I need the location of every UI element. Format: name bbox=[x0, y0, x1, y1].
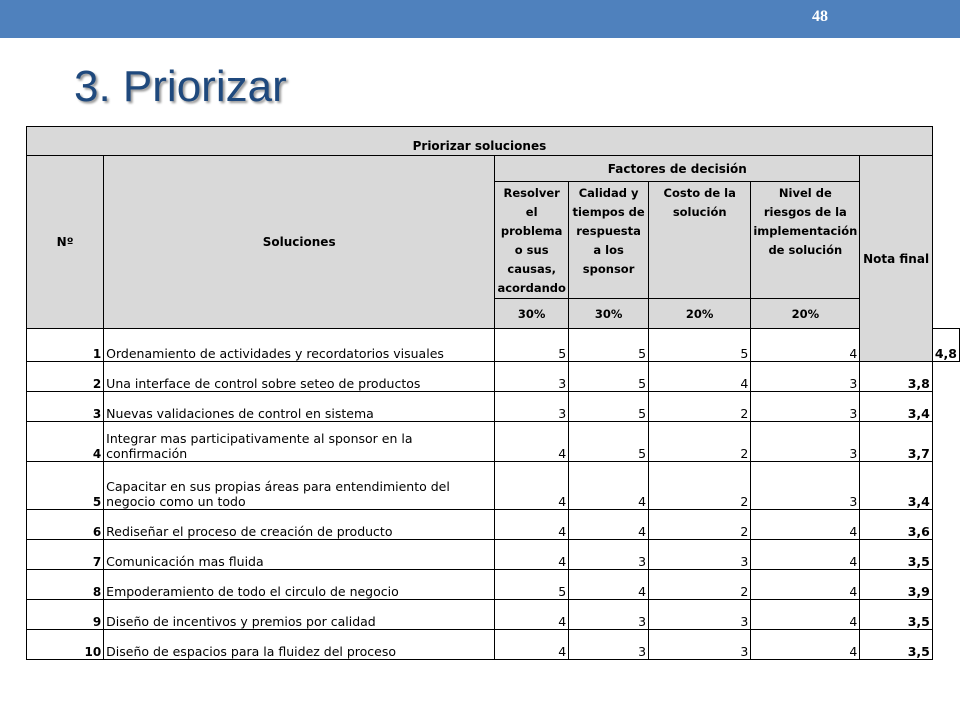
row-number: 4 bbox=[27, 422, 104, 462]
row-number: 6 bbox=[27, 510, 104, 540]
table-row bbox=[27, 422, 960, 462]
row-solution: Rediseñar el proceso de creación de producto bbox=[104, 510, 495, 540]
header-number: Nº bbox=[27, 156, 104, 329]
row-solution: Ordenamiento de actividades y recordatorios visuales bbox=[104, 329, 495, 362]
row-final: 3,5 bbox=[860, 600, 933, 630]
row-solution: Diseño de incentivos y premios por calidad bbox=[104, 600, 495, 630]
row-factor-1: 4 bbox=[495, 540, 569, 570]
row-number: 10 bbox=[27, 630, 104, 660]
row-solution: Diseño de espacios para la fluidez del proceso bbox=[104, 630, 495, 660]
row-factor-3: 5 bbox=[649, 329, 751, 362]
row-final: 4,8 bbox=[932, 329, 959, 362]
weight-3: 20% bbox=[649, 299, 751, 329]
row-factor-1: 4 bbox=[495, 600, 569, 630]
row-final: 3,6 bbox=[860, 510, 933, 540]
row-factor-1: 3 bbox=[495, 392, 569, 422]
row-factor-2: 4 bbox=[569, 462, 649, 510]
row-factor-2: 4 bbox=[569, 510, 649, 540]
row-factor-2: 5 bbox=[569, 329, 649, 362]
row-factor-1: 4 bbox=[495, 510, 569, 540]
row-factor-4: 4 bbox=[751, 600, 860, 630]
row-factor-1: 3 bbox=[495, 362, 569, 392]
row-factor-3: 3 bbox=[649, 540, 751, 570]
weight-4: 20% bbox=[751, 299, 860, 329]
table-row bbox=[27, 362, 960, 392]
row-factor-4: 4 bbox=[751, 630, 860, 660]
table-caption: Priorizar soluciones bbox=[27, 127, 933, 156]
slide-number: 48 bbox=[812, 8, 828, 25]
row-factor-4: 4 bbox=[751, 329, 860, 362]
row-solution: Nuevas validaciones de control en sistema bbox=[104, 392, 495, 422]
row-number: 1 bbox=[27, 329, 104, 362]
row-factor-1: 4 bbox=[495, 630, 569, 660]
row-final: 3,9 bbox=[860, 570, 933, 600]
header-factor-2: Calidad y tiempos de respuesta a los sponsor bbox=[569, 182, 649, 299]
slide-title: 3. Priorizar bbox=[74, 62, 287, 111]
row-factor-4: 4 bbox=[751, 510, 860, 540]
weight-2: 30% bbox=[569, 299, 649, 329]
row-final: 3,5 bbox=[860, 540, 933, 570]
row-final: 3,7 bbox=[860, 422, 933, 462]
table-row bbox=[27, 630, 960, 660]
row-factor-2: 3 bbox=[569, 630, 649, 660]
header-solutions: Soluciones bbox=[104, 156, 495, 329]
row-number: 3 bbox=[27, 392, 104, 422]
header-factor-1: Resolver el problema o sus causas, acordando bbox=[495, 182, 569, 299]
header-factor-3: Costo de la solución bbox=[649, 182, 751, 299]
table-row bbox=[27, 600, 960, 630]
row-final: 3,5 bbox=[860, 630, 933, 660]
row-solution: Comunicación mas fluida bbox=[104, 540, 495, 570]
row-factor-2: 3 bbox=[569, 600, 649, 630]
row-final: 3,4 bbox=[860, 392, 933, 422]
weight-1: 30% bbox=[495, 299, 569, 329]
row-number: 7 bbox=[27, 540, 104, 570]
row-factor-1: 4 bbox=[495, 462, 569, 510]
row-factor-3: 2 bbox=[649, 462, 751, 510]
header-factor-4: Nivel de riesgos de la implementación de solución bbox=[751, 182, 860, 299]
row-factor-2: 3 bbox=[569, 540, 649, 570]
row-number: 5 bbox=[27, 462, 104, 510]
row-factor-3: 2 bbox=[649, 392, 751, 422]
row-factor-4: 3 bbox=[751, 392, 860, 422]
priority-table bbox=[26, 126, 960, 660]
row-solution: Empoderamiento de todo el circulo de negocio bbox=[104, 570, 495, 600]
row-factor-2: 5 bbox=[569, 422, 649, 462]
table-row bbox=[27, 329, 960, 362]
row-factor-2: 5 bbox=[569, 392, 649, 422]
row-factor-4: 3 bbox=[751, 462, 860, 510]
row-factor-1: 4 bbox=[495, 422, 569, 462]
row-factor-3: 4 bbox=[649, 362, 751, 392]
row-factor-3: 2 bbox=[649, 570, 751, 600]
row-solution: Integrar mas participativamente al sponsor en la confirmación bbox=[104, 422, 495, 462]
row-factor-3: 2 bbox=[649, 422, 751, 462]
row-factor-4: 4 bbox=[751, 570, 860, 600]
top-bar bbox=[0, 0, 960, 38]
row-factor-3: 3 bbox=[649, 600, 751, 630]
row-final: 3,4 bbox=[860, 462, 933, 510]
table-row bbox=[27, 570, 960, 600]
row-solution: Capacitar en sus propias áreas para entendimiento del negocio como un todo bbox=[104, 462, 495, 510]
row-final: 3,8 bbox=[860, 362, 933, 392]
row-factor-3: 3 bbox=[649, 630, 751, 660]
row-factor-2: 4 bbox=[569, 570, 649, 600]
row-factor-3: 2 bbox=[649, 510, 751, 540]
row-factor-2: 5 bbox=[569, 362, 649, 392]
header-factors: Factores de decisión bbox=[495, 156, 860, 182]
row-factor-1: 5 bbox=[495, 329, 569, 362]
header-final: Nota final bbox=[860, 156, 933, 362]
row-solution: Una interface de control sobre seteo de productos bbox=[104, 362, 495, 392]
row-factor-1: 5 bbox=[495, 570, 569, 600]
row-number: 2 bbox=[27, 362, 104, 392]
row-factor-4: 4 bbox=[751, 540, 860, 570]
row-number: 8 bbox=[27, 570, 104, 600]
table-row bbox=[27, 510, 960, 540]
table-row bbox=[27, 462, 960, 510]
row-factor-4: 3 bbox=[751, 422, 860, 462]
row-factor-4: 3 bbox=[751, 362, 860, 392]
row-number: 9 bbox=[27, 600, 104, 630]
table-row bbox=[27, 540, 960, 570]
table-row bbox=[27, 392, 960, 422]
